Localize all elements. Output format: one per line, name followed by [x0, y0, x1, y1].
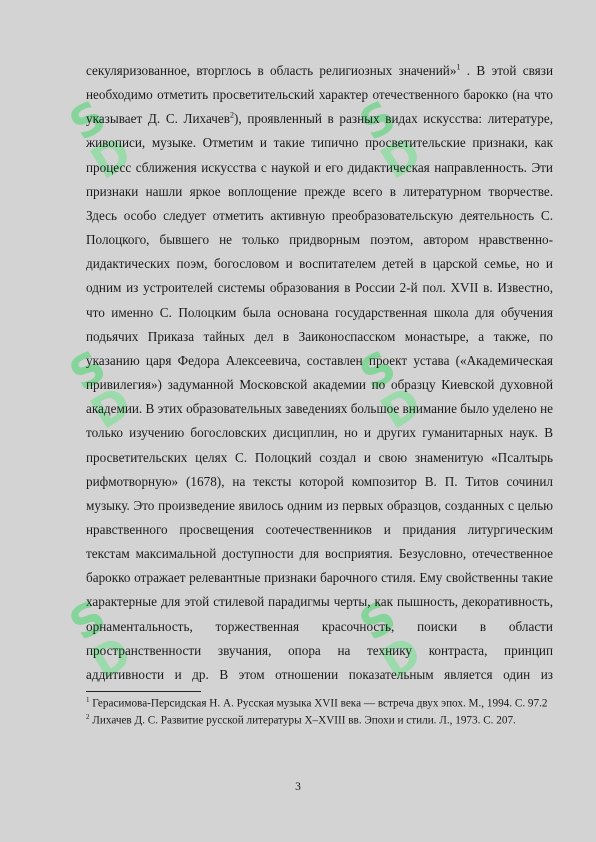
footnote-ref-2[interactable]: 2	[230, 110, 235, 120]
footnotes	[86, 694, 553, 728]
footnote-divider	[86, 691, 201, 692]
watermark-logo: S D	[61, 590, 141, 690]
footnote-ref-1[interactable]: 1	[456, 62, 461, 72]
page-content	[86, 59, 553, 729]
page-number: 3	[295, 781, 301, 793]
footnote-mark-2: 2	[86, 713, 90, 722]
footnote-text-1: Герасимова-Персидская Н. А. Русская музыка XVII века — встреча двух эпох. М., 1994. С. 97.2	[89, 697, 548, 710]
body-paragraph	[86, 59, 553, 687]
watermark-logo: S D	[351, 590, 431, 690]
watermark-logo: S D	[351, 90, 431, 190]
body-text-part-2: . В этой связи необходимо отметить просветительский характер отечественного барокко (на что указывает Д. С. Лихачев	[86, 63, 553, 127]
body-text-part-3: ), проявленный в разных видах искусства: литературе, живописи, музыке. Отметим и такие типично просветительские признаки, как процесс сближения искусства с наукой и его дидактическая направленность. Эти признаки нашли яркое воплощение прежде всего в литературном творчестве. Здесь особо следует отметить активную преобразовательскую деятельность С. Полоцкого, бывшего не только придворным поэтом, автором нравственно-дидактических поэм, богословом и воспитателем детей в царской семье, но и одним из устроителей системы образования в России 2-й пол. XVII в. Известно, что именно С. Полоцким была основана государственная школа для обучения подьячих Приказа тайных дел в Заиконоспасском монастыре, а также, по указанию царя Федора Алексеевича, составлен проект устава («Академическая привилегия») задуманной Московской академии по образцу Киевской духовной академии. В этих образовательных заведениях большое внимание было уделено не только изучению богословских дисциплин, но и других гуманитарных наук. В просветительских целях С. Полоцкий создал и свою знаменитую «Псалтырь рифмотворную» (1678), на тексты которой композитор В. П. Титов сочинил музыку. Это произведение явилось одним из первых образцов, созданных с целью нравственного просвещения соотечественников и придания литургическим текстам максимальной доступности для восприятия. Безусловно, отечественное барокко отражает релевантные признаки барочного стиля. Ему свойственны такие характерные для этой стилевой парадигмы черты, как пышность, декоративность, орнаментальность, торжественная красочность, поиски в области пространственности звучания, опора на технику контраста, принцип аддитивности и др. В этом отношении показательным является один из	[86, 111, 554, 682]
footnote-1	[86, 694, 553, 711]
body-text-part-1: секуляризованное, вторглось в область религиозных значений»	[86, 63, 457, 78]
footnote-2	[86, 711, 553, 728]
footnote-text-2: Лихачев Д. С. Развитие русской литературы X–XVIII вв. Эпохи и стили. Л., 1973. С. 207.	[89, 715, 516, 728]
footnote-mark-1: 1	[86, 696, 90, 705]
watermark-logo: S D	[351, 340, 431, 440]
watermark-logo: S D	[61, 90, 141, 190]
watermark-logo: S D	[61, 340, 141, 440]
